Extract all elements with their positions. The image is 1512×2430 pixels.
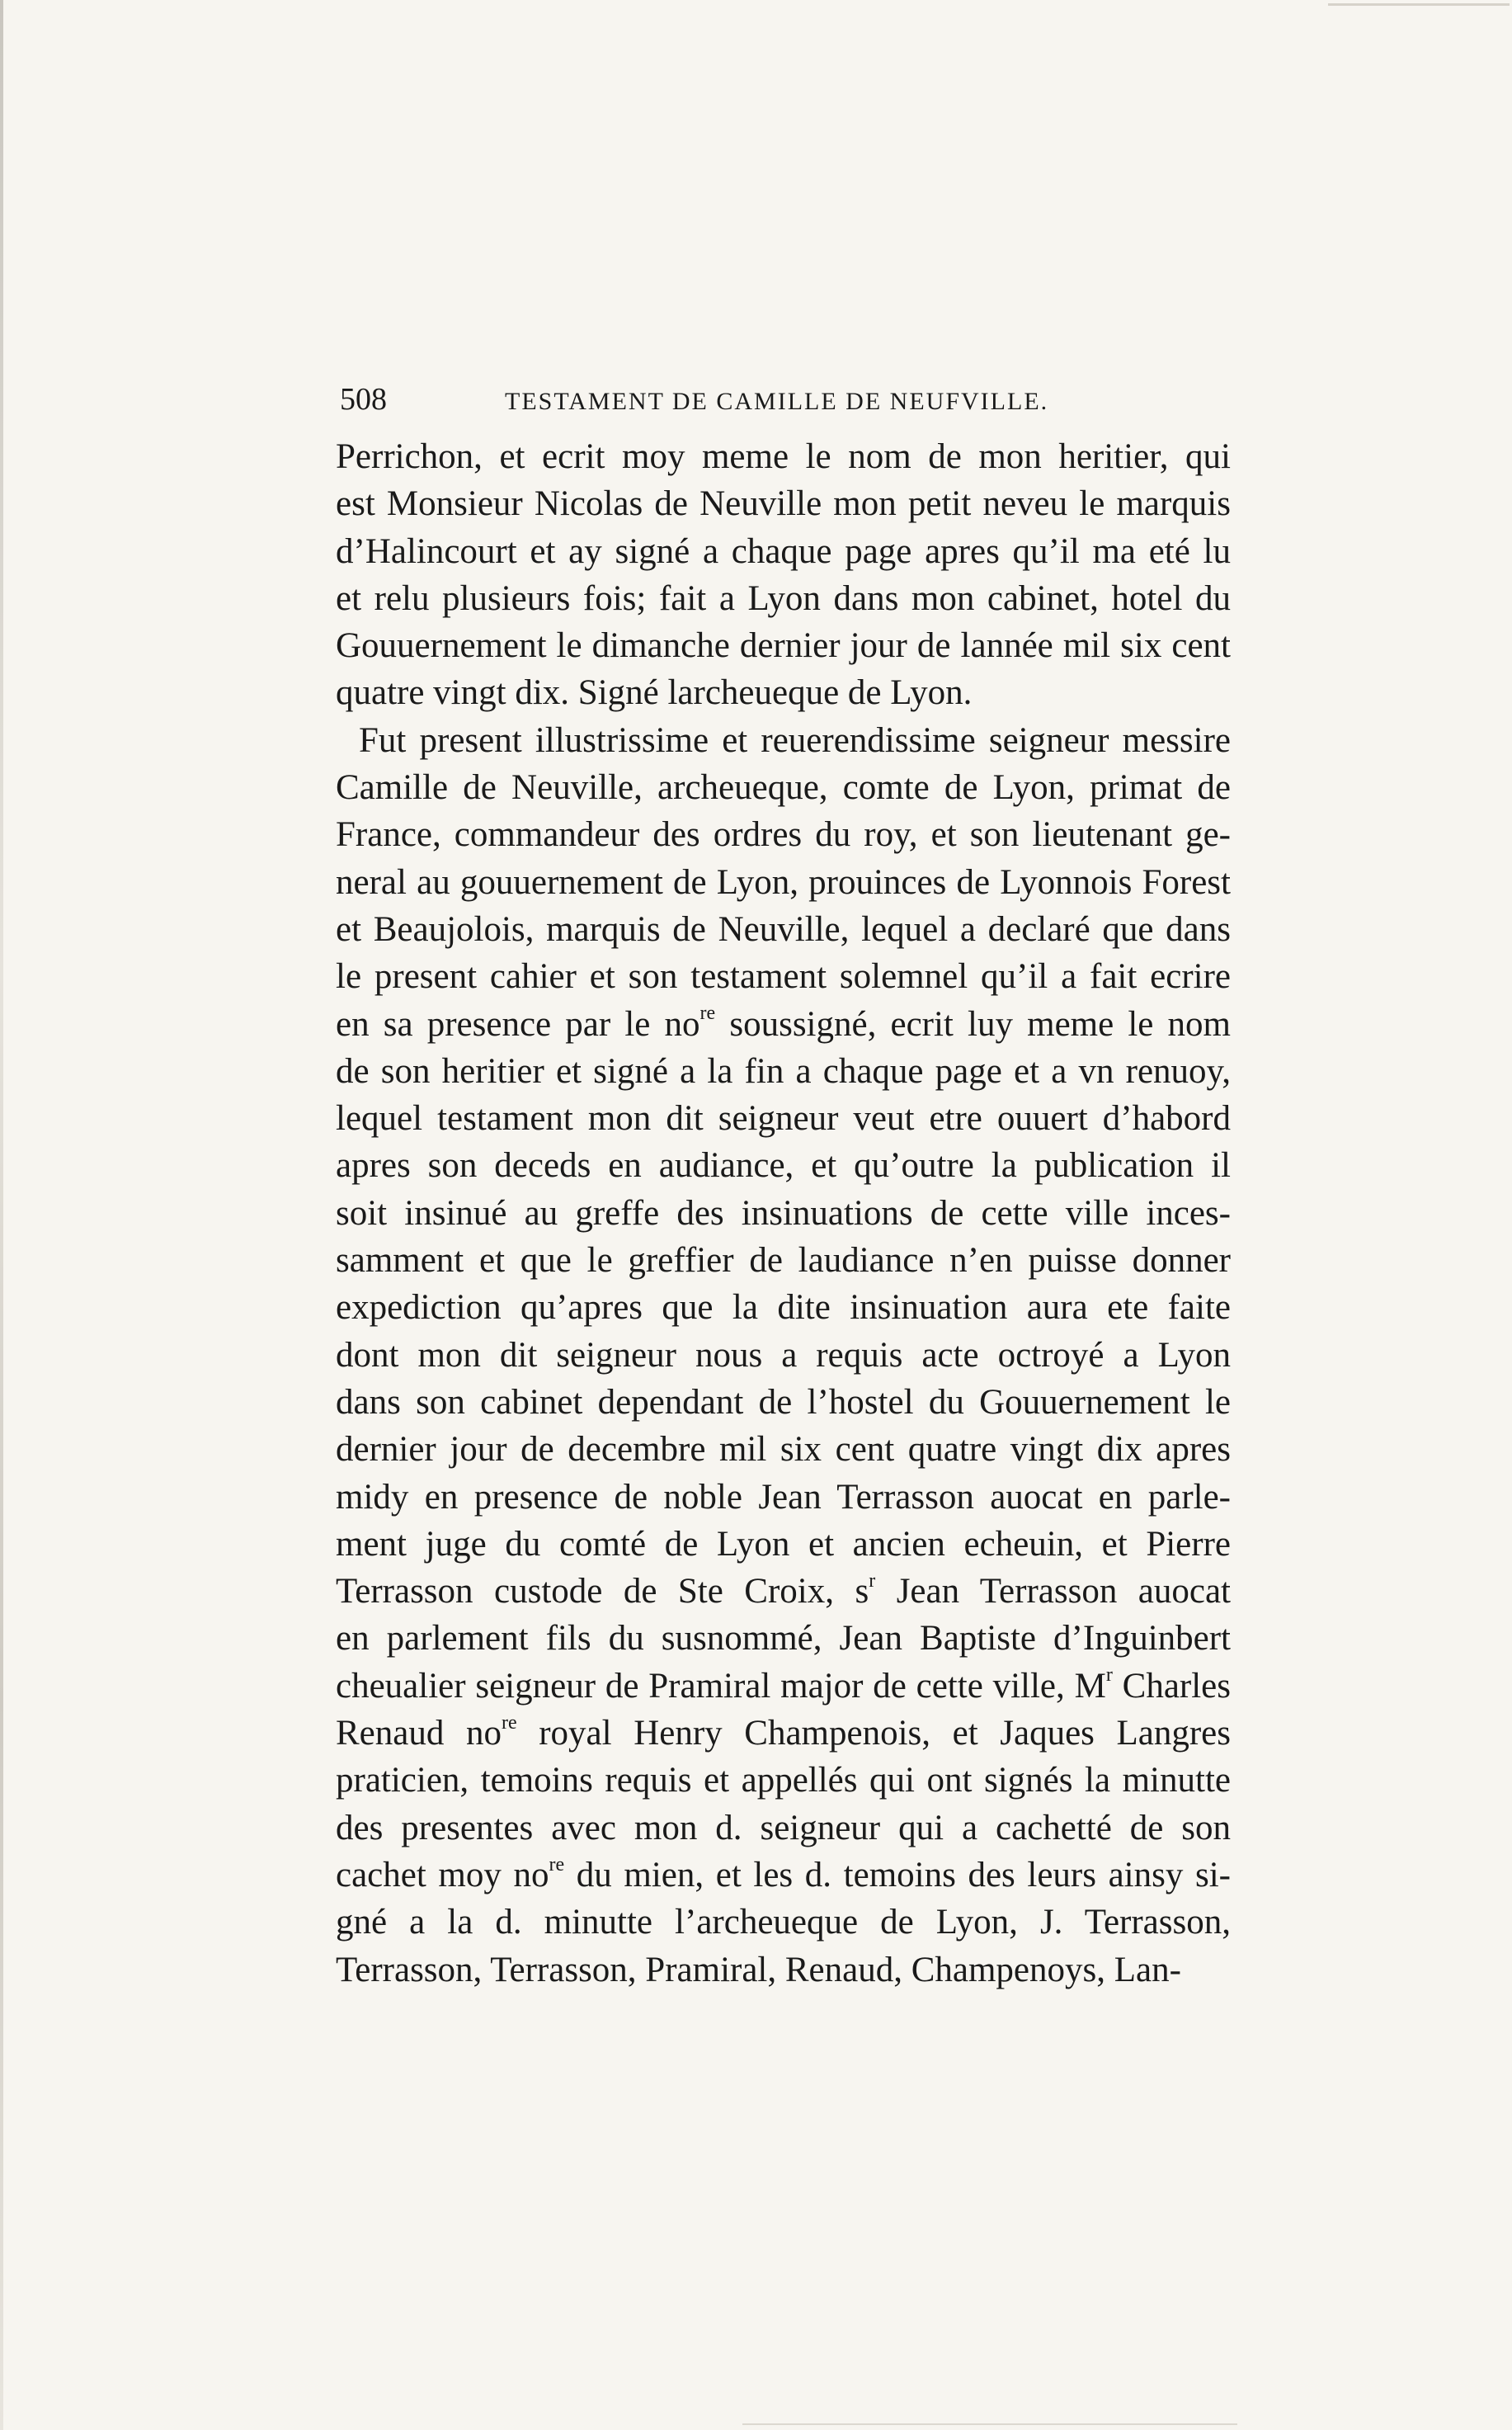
text-line: Camille de Neuville, archeueque, comte de Lyon, primat de — [336, 768, 1231, 808]
text-line: et relu plusieurs fois; fait a Lyon dans mon cabinet, hotel du — [336, 578, 1231, 618]
text-line: dans son cabinet dependant de l’hostel du Gouuernement le — [336, 1382, 1231, 1422]
text-line: praticien, temoins requis et appellés qui ont signés la minutte — [336, 1761, 1231, 1800]
text-line: Terrasson, Terrasson, Pramiral, Renaud, Champenoys, Lan- — [336, 1950, 1181, 1989]
text-line: Renaud $no^{re}$ royal Henry Champenois, et Jaques Langres — [336, 1711, 1231, 1753]
running-title: TESTAMENT DE CAMILLE DE NEUFVILLE. — [505, 388, 1049, 415]
paragraph-testament-act — [336, 717, 1231, 1994]
text-line: d’Halincourt et ay signé a chaque page apres qu’il ma eté lu — [336, 531, 1231, 571]
text-line: gné a la d. minutte l’archeueque de Lyon, J. Terrasson, — [336, 1903, 1231, 1942]
text-line: neral au gouuernement de Lyon, prouinces de Lyonnois Forest — [336, 862, 1231, 902]
text-line: en parlement fils du susnommé, Jean Baptiste d’Inguinbert — [336, 1619, 1231, 1659]
text-line: France, commandeur des ordres du roy, et son lieutenant ge- — [336, 815, 1231, 855]
scan-artifact-top — [1328, 3, 1510, 6]
running-header — [340, 381, 1231, 422]
scan-artifact-bottom — [742, 2423, 1237, 2425]
page-number: 508 — [340, 382, 387, 417]
text-line: est Monsieur Nicolas de Neuville mon petit neveu le marquis — [336, 484, 1231, 524]
text-line: dernier jour de decembre mil six cent quatre vingt dix apres — [336, 1430, 1231, 1470]
text-line: lequel testament mon dit seigneur veut etre ouuert d’habord — [336, 1099, 1231, 1139]
page-edge-shadow — [0, 0, 3, 2430]
text-line: expediction qu’apres que la dite insinuation aura ete faite — [336, 1288, 1231, 1328]
text-line: cheualier seigneur de Pramiral major de cette ville, $M^r$ Charles — [336, 1664, 1231, 1706]
text-line: en sa presence par le $no^{re}$ soussigné, ecrit luy meme le nom — [336, 1003, 1231, 1044]
text-line: samment et que le greffier de laudiance n’en puisse donner — [336, 1241, 1231, 1281]
text-line: dont mon dit seigneur nous a requis acte octroyé a Lyon — [336, 1335, 1231, 1375]
text-line: et Beaujolois, marquis de Neuville, lequel a declaré que dans — [336, 909, 1231, 949]
text-line: Terrasson custode de Ste Croix, $s^r$ Jean Terrasson auocat — [336, 1569, 1232, 1611]
text-line: midy en presence de noble Jean Terrasson auocat en parle- — [336, 1477, 1231, 1517]
text-line: ment juge du comté de Lyon et ancien echeuin, et Pierre — [336, 1524, 1231, 1564]
paragraph-continuation — [336, 433, 1231, 717]
text-line: de son heritier et signé a la fin a chaque page et a vn renuoy, — [336, 1051, 1231, 1091]
text-line: apres son deceds en audiance, et qu’outre la publication il — [336, 1146, 1231, 1186]
text-line: soit insinué au greffe des insinuations de cette ville inces- — [336, 1193, 1231, 1233]
text-line: des presentes avec mon d. seigneur qui a cachetté de son — [336, 1808, 1231, 1847]
text-line: Fut present illustrissime et reuerendissime seigneur messire — [359, 720, 1231, 760]
text-line: cachet moy $no^{re}$ du mien, et les d. temoins des leurs ainsy si- — [336, 1853, 1231, 1894]
text-line: Gouuernement le dimanche dernier jour de lannée mil six cent — [336, 626, 1231, 666]
text-line: le present cahier et son testament solemnel qu’il a fait ecrire — [336, 957, 1231, 997]
body-text — [336, 433, 1231, 1994]
text-line: Perrichon, et ecrit moy meme le nom de mon heritier, qui — [336, 437, 1231, 476]
text-line: quatre vingt dix. Signé larcheueque de Lyon. — [336, 673, 973, 713]
